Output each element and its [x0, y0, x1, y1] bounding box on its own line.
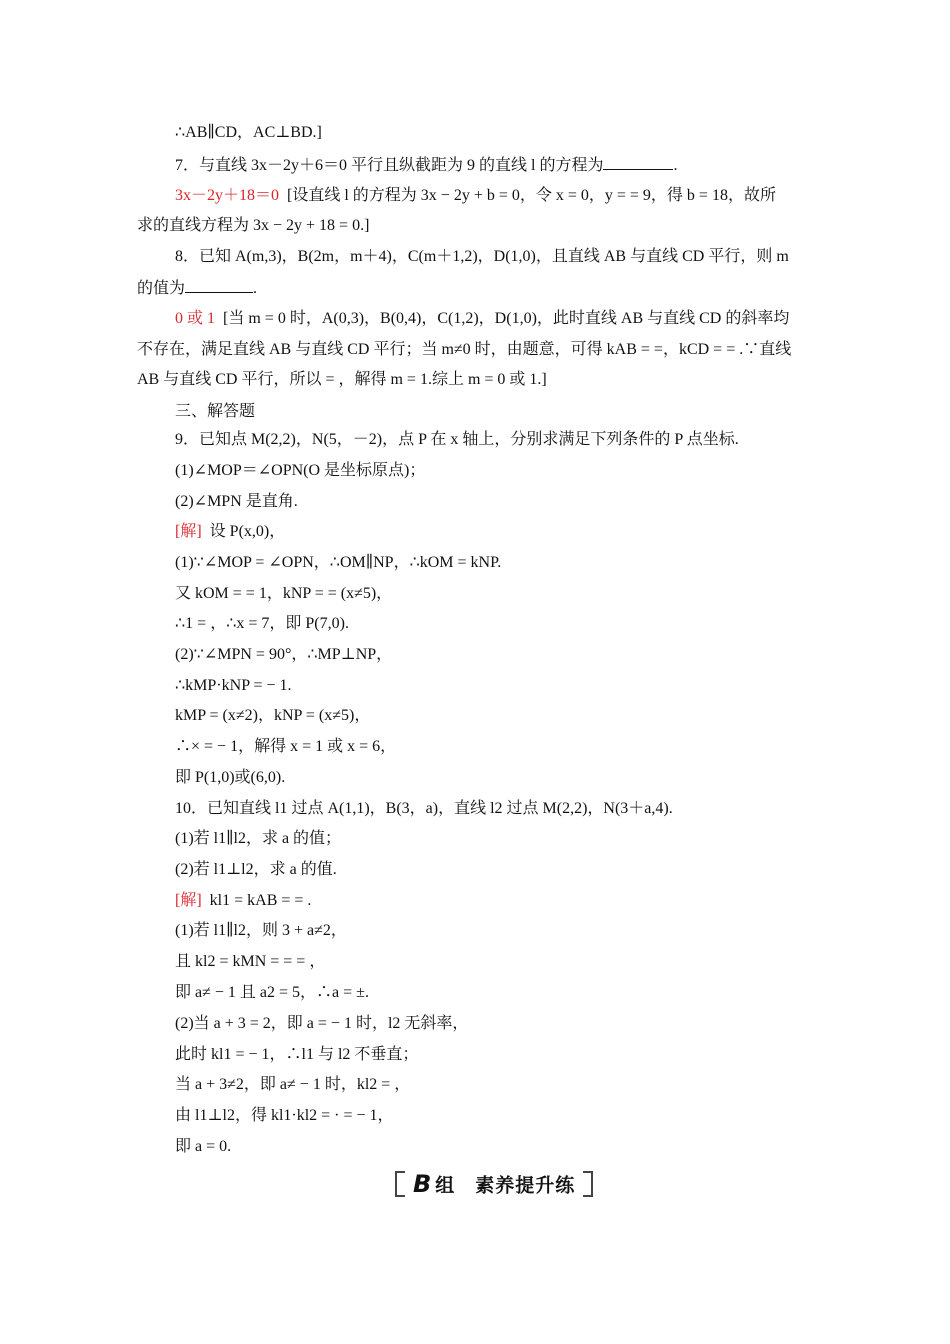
line-text: 的值为	[137, 280, 186, 297]
text-line	[137, 370, 817, 390]
text-line	[175, 553, 855, 573]
line-text: (1)∵∠MOP = ∠OPN，∴OM∥NP，∴kOM = kNP.	[175, 554, 502, 571]
text-line	[175, 706, 855, 726]
question-7	[175, 155, 855, 176]
section-heading	[175, 401, 855, 421]
line-text: .	[253, 280, 258, 297]
text-line	[175, 492, 855, 512]
line-text: (2)当 a + 3 = 2，即 a = − 1 时，l2 无斜率，	[175, 1015, 469, 1032]
text-line	[175, 1045, 855, 1065]
answer-7	[175, 186, 855, 206]
line-text: (1)若 l1∥l2，则 3 + a≠2，	[175, 922, 347, 939]
answer-8	[175, 309, 855, 329]
line-text: AB 与直线 CD 平行，所以 = ，解得 m = 1.综上 m = 0 或 1.]	[137, 371, 547, 388]
solution-10	[175, 891, 855, 911]
line-text: [当 m = 0 时，A(0,3)，B(0,4)，C(1,2)，D(1,0)，此时直线 AB 与直线 CD 的斜率均	[223, 310, 790, 327]
line-text: 设 P(x,0)，	[209, 523, 286, 540]
text-line	[175, 1014, 855, 1034]
line-text: 且 kl2 = kMN = = = ，	[175, 953, 326, 970]
line-text: (2)∵∠MPN = 90°，∴MP⊥NP，	[175, 646, 393, 663]
line-text: 即 a = 0.	[175, 1138, 232, 1155]
question-8-cont	[137, 278, 817, 299]
banner-text: 组 素养提升练	[435, 1174, 576, 1197]
solution-label: [解]	[175, 523, 202, 540]
line-text: ∴1 = ，∴x = 7，即 P(7,0).	[175, 615, 349, 632]
question-8	[175, 247, 855, 267]
bracket-right-icon	[583, 1171, 593, 1197]
question-10	[175, 799, 855, 819]
text-line	[175, 983, 855, 1003]
line-text: 即 P(1,0)或(6,0).	[175, 769, 286, 786]
question-9	[175, 430, 855, 450]
solution-label: [解]	[175, 892, 202, 909]
line-text: ∴AB∥CD，AC⊥BD.]	[175, 124, 322, 141]
line-text: 求的直线方程为 3x − 2y + 18 = 0.]	[137, 217, 370, 234]
line-text: (1)若 l1∥l2，求 a 的值；	[175, 830, 342, 847]
text-line	[175, 1075, 855, 1095]
line-text: 又 kOM = = 1，kNP = = (x≠5)，	[175, 585, 393, 602]
group-letter: B	[413, 1170, 432, 1198]
section-banner	[395, 1170, 595, 1200]
line-text: (2)若 l1⊥l2，求 a 的值.	[175, 861, 337, 878]
line-text: 由 l1⊥l2，得 kl1·kl2 = · = − 1，	[175, 1107, 394, 1124]
text-line	[175, 1137, 855, 1157]
text-line	[137, 216, 817, 236]
text-line	[175, 584, 855, 604]
answer-text: 3x－2y＋18＝0	[175, 187, 280, 204]
line-text: (2)∠MPN 是直角.	[175, 493, 298, 510]
answer-blank	[185, 278, 253, 293]
text-line	[175, 1106, 855, 1126]
line-text: 不存在，满足直线 AB 与直线 CD 平行；当 m≠0 时，由题意，可得 kAB = =，kCD = = .∵直线	[137, 341, 792, 358]
line-text: .	[673, 157, 678, 174]
line-text: 此时 kl1 = − 1，∴l1 与 l2 不垂直；	[175, 1046, 419, 1063]
text-line	[175, 645, 855, 665]
text-line	[175, 614, 855, 634]
line-text: kMP = (x≠2)，kNP = (x≠5)，	[175, 707, 371, 724]
text-line	[137, 340, 817, 360]
text-line	[175, 768, 855, 788]
text-line	[175, 829, 855, 849]
bracket-left-icon	[395, 1171, 405, 1197]
line-text: 7．与直线 3x－2y＋6＝0 平行且纵截距为 9 的直线 l 的方程为	[175, 157, 604, 174]
text-line	[175, 676, 855, 696]
line-text: (1)∠MOP＝∠OPN(O 是坐标原点)；	[175, 462, 426, 479]
line-text: kl1 = kAB = = .	[209, 892, 312, 909]
solution-9	[175, 522, 855, 542]
line-text: [设直线 l 的方程为 3x − 2y + b = 0，令 x = 0，y = = 9，得 b = 18，故所	[287, 187, 776, 204]
line-text: 即 a≠ − 1 且 a2 = 5，∴a = ±.	[175, 984, 369, 1001]
line-text: 9．已知点 M(2,2)，N(5，－2)，点 P 在 x 轴上，分别求满足下列条件的 P 点坐标.	[175, 431, 739, 448]
line-text: 8．已知 A(m,3)，B(2m，m＋4)，C(m＋1,2)，D(1,0)，且直线 AB 与直线 CD 平行，则 m	[175, 248, 789, 265]
text-line	[175, 952, 855, 972]
text-line	[175, 461, 855, 481]
text-line	[175, 860, 855, 880]
text-line	[175, 921, 855, 941]
text-line	[175, 123, 855, 143]
line-text: 当 a + 3≠2，即 a≠ − 1 时，kl2 = ，	[175, 1076, 411, 1093]
text-line	[175, 737, 855, 757]
line-text: ∴× = − 1，解得 x = 1 或 x = 6，	[175, 738, 397, 755]
answer-text: 0 或 1	[175, 310, 216, 327]
heading-text: 三、解答题	[175, 401, 256, 420]
line-text: 10．已知直线 l1 过点 A(1,1)，B(3，a)，直线 l2 过点 M(2,2)，N(3＋a,4).	[175, 800, 673, 817]
line-text: ∴kMP·kNP = − 1.	[175, 677, 292, 694]
answer-blank	[603, 155, 673, 170]
